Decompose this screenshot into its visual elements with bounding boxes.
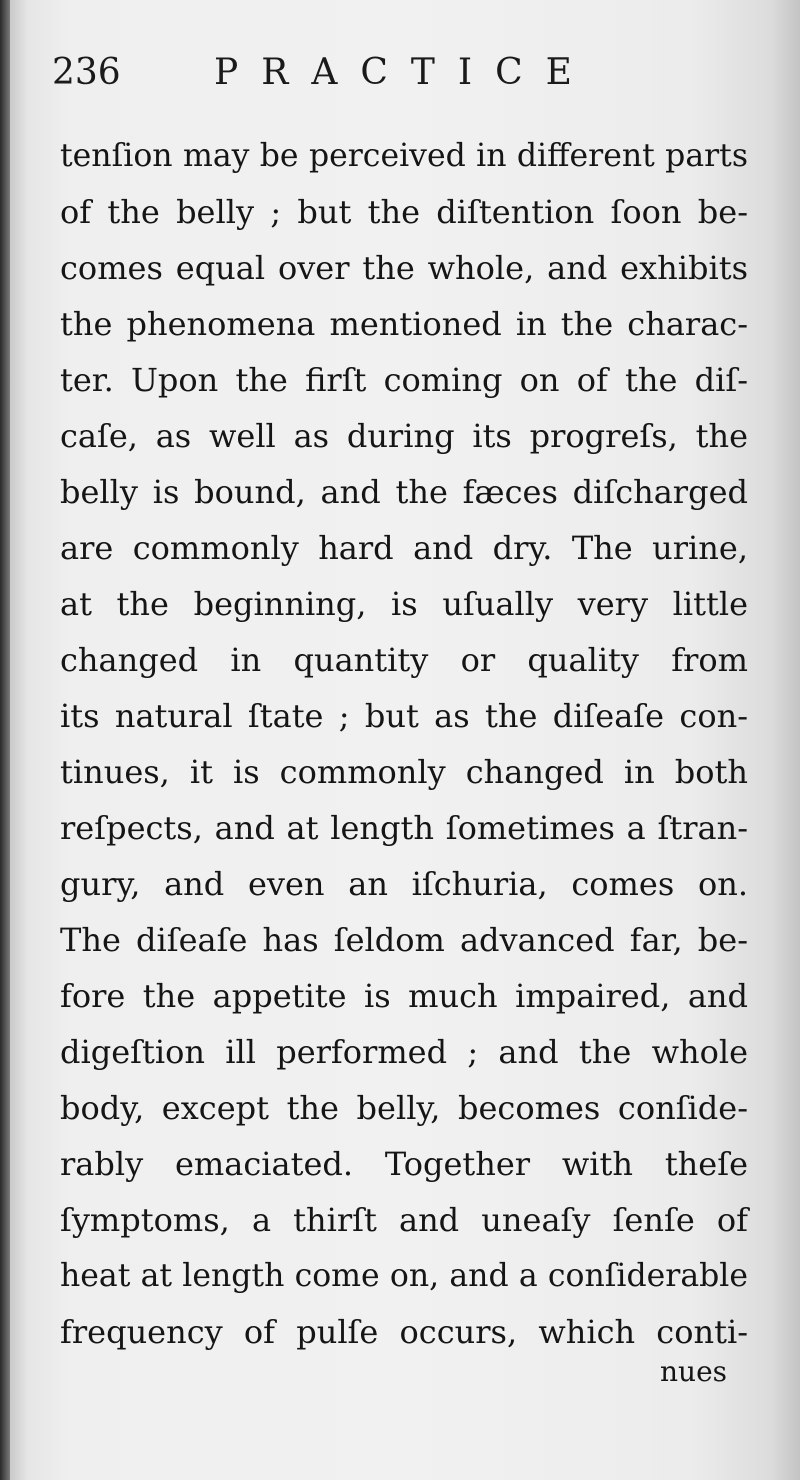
text-line: reſpects, and at length ſometimes a ſtran- — [60, 809, 748, 847]
text-line: belly is bound, and the fæces diſcharged — [60, 473, 748, 511]
text-line: tinues, it is commonly changed in both — [60, 753, 748, 791]
text-line: ſymptoms, a thirſt and uneaſy ſenſe of — [60, 1201, 748, 1239]
text-line: heat at length come on, and a conſiderable — [60, 1258, 748, 1294]
text-line: ter. Upon the firſt coming on of the diſ- — [60, 361, 748, 399]
text-line: tenſion may be perceived in different parts — [60, 138, 748, 174]
text-line: rably emaciated. Together with theſe — [60, 1145, 748, 1183]
text-line: comes equal over the whole, and exhibits — [60, 249, 748, 287]
text-line: frequency of pulſe occurs, which conti- — [60, 1313, 748, 1351]
text-line: its natural ſtate ; but as the diſeaſe con- — [60, 697, 748, 735]
text-line: are commonly hard and dry. The urine, — [60, 529, 748, 567]
text-line: digeſtion ill performed ; and the whole — [60, 1033, 748, 1071]
page-number: 236 — [52, 52, 121, 93]
text-line: caſe, as well as during its progreſs, the — [60, 417, 748, 455]
page-header — [44, 50, 764, 110]
text-line: the phenomena mentioned in the charac- — [60, 305, 748, 343]
running-head: PRACTICE — [214, 52, 595, 93]
text-line: of the belly ; but the diſtention ſoon be- — [60, 193, 748, 231]
text-line: changed in quantity or quality from — [60, 641, 748, 679]
text-line: body, except the belly, becomes conſide- — [60, 1089, 748, 1127]
text-line: The diſeaſe has ſeldom advanced far, be- — [60, 921, 748, 959]
text-line: at the beginning, is uſually very little — [60, 585, 748, 623]
body-text — [60, 128, 748, 1360]
text-line: fore the appetite is much impaired, and — [60, 977, 748, 1015]
text-line: gury, and even an iſchuria, comes on. — [60, 865, 748, 903]
catchword: nues — [660, 1355, 728, 1388]
